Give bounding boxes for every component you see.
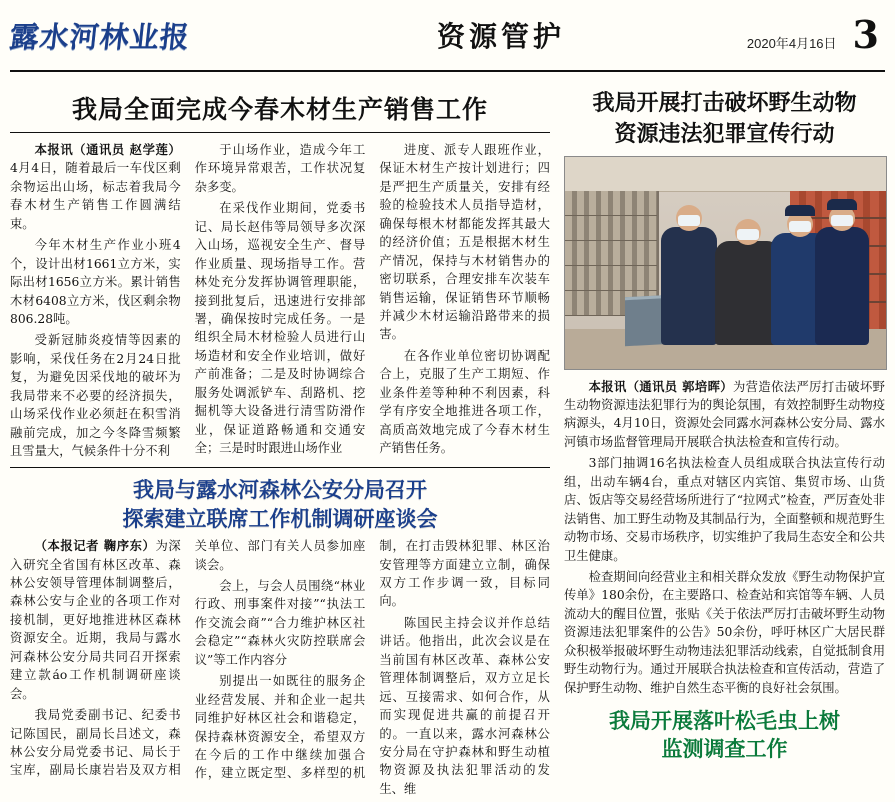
masthead	[10, 0, 885, 72]
article-green-headline-line2: 监测调查工作	[661, 736, 788, 762]
paragraph: 在采伐作业期间，党委书记、局长赵伟等局领导多次深入山场，巡视安全生产、督导作业质量、现场指导工作。营林处充分发挥协调管理职能，接到批复后，迅速进行安排部署，确保按时完成任务。一是组织全局木材检验人员进行山场造材和安全作业培训，做好产前准备；二是及时协调综合服务处调派铲车、刮路机、挖掘机等大设备进行清雪防滑作业，保证道路畅通和交通安全；三是时时跟进山场作业	[194, 201, 366, 455]
issue-date: 2020年4月16日	[746, 36, 837, 51]
article-main-body	[10, 141, 550, 461]
article-right-byline: 本报讯（通讯员 郭培晖）	[588, 378, 733, 394]
article-blue-headline	[10, 476, 550, 533]
article-main-headline: 我局全面完成今春木材生产销售工作	[71, 95, 488, 124]
paragraph: 本报讯（通讯员 赵学莲）4月4日，随着最后一车伐区剩余物运出山场，标志着我局今春木材生产销售工作圆满结束。	[10, 142, 181, 231]
paragraph: 我局党委副书记、纪委书记陈国民，副局长吕述文，森林公安分局党委书记、局长于宝库，副局长康岩岩及双方相关单位、部门有关人员参加座谈会。	[10, 539, 366, 778]
article-photo	[564, 156, 887, 370]
paragraph: 于山场作业，造成今年工作环境异常艰苦，工作状况复杂多变。	[194, 143, 366, 194]
paragraph: 陈国民主持会议并作总结讲话。他指出，此次会议是在当前国有林区改革、森林公安管理体制调整后，双方立足长远、互接需求、如何合作，从而实现促进共赢的前提召开的。一直以来，露水河森林公安分局在守护森林和野生动植物资源及执法犯罪活动的发生、维	[379, 615, 550, 796]
article-right-headline-line2: 资源违法犯罪宣传行动	[614, 120, 835, 147]
left-column	[10, 80, 550, 798]
right-column	[564, 80, 885, 798]
article-green-headline	[564, 707, 885, 764]
photo-shelf-left	[565, 191, 659, 311]
article-green-headline-line1: 我局开展落叶松毛虫上树	[609, 708, 840, 734]
page-content	[10, 72, 885, 798]
paragraph: 受新冠肺炎疫情等因素的影响，采伐任务在2月24日批复，为避免因采伐地的破坏为我局带来不必要的经济损失，山场采伐作业必须赶在积雪消融前完成，加之今冬降雪频繁且雪量大，气候条件十分不利	[10, 333, 181, 458]
article-blue-body	[10, 537, 550, 798]
paragraph: 3部门抽调16名执法检查人员组成联合执法宣传行动组，出动车辆4台，重点对辖区内宾馆、集贸市场、山货店、饭店等交易经营场所进行了“拉网式”检查，严厉查处非法销售、加工野生动物及其制品行为，全面整顿和规范野生动物市场、交易市场秩序，切实维护了我局生态安全和公共卫生健康。	[564, 456, 885, 563]
photo-ceiling	[565, 157, 886, 192]
paragraph: （本报记者 鞠序东）为深入研究全省国有林区改革、森林公安领导管理体制调整后，森林公安与企业的各项工作对接机制，更好地推进林区森林资源安全。近期，我局与露水河森林公安分局共同召开探索建立款áo工作机制调研座谈会。	[10, 538, 181, 701]
article-blue-headline-line2: 探索建立联席工作机制调研座谈会	[122, 505, 438, 531]
divider-rule	[10, 467, 550, 468]
article-right-headline	[564, 88, 885, 150]
page-number: 3	[852, 12, 879, 57]
paragraph: 在各作业单位密切协调配合上，克服了生产工期短、作业条件差等种种不利因素，科学有序安全地推进各项工作，高质高效地完成了今春木材生产销售任务。	[379, 348, 550, 455]
section-title: 资源管护	[436, 20, 565, 53]
article-main-byline: 本报讯（通讯员 赵学莲）	[34, 142, 181, 157]
paragraph: 检查期间向经营业主和相关群众发放《野生动物保护宣传单》180余份，在主要路口、检查站和宾馆等车辆、人员流动大的醒目位置，张贴《关于依法严厉打击破坏野生动物资源违法犯罪案件的公告》50余份，呼吁林区广大居民群众积极举报破坏野生动物违法犯罪活动线索，自觉抵制食用野生动物行为。通过开展联合执法检查和宣传活动，营造了保护野生动物、维护自然生态平衡的良好社会氛围。	[564, 569, 885, 695]
article-blue-byline: （本报记者 鞠序东）	[34, 538, 156, 554]
article-blue-headline-line1: 我局与露水河森林公安分局召开	[133, 477, 427, 503]
photo-person-1	[661, 227, 717, 345]
article-right-headline-line1: 我局开展打击破坏野生动物	[592, 90, 857, 116]
divider-rule	[10, 132, 550, 133]
paragraph: 会上，与会人员围绕“林业行政、刑事案件对接”“执法工作交流会商”“合力维护林区社会稳定”“森林火灾防控联席会议”等工作内容分	[194, 579, 366, 667]
masthead-meta	[746, 12, 885, 57]
paragraph: 今年木材生产作业小班4个，设计出材1661立方米，实际出材1656立方米。累计销售木材6408立方米，伐区剩余物806.28吨。	[10, 238, 181, 326]
paragraph: 别提出一如既往的服务企业经营发展、并和企业一起共同维护好林区社会和谐稳定，保持森林资源安全，希望双方在今后的工作中继续加强合作，建立既定型、多样型的机制，在打击毁林犯罪、林区治安管理等方面建立立制，确保双方工作步调一致，目标同向。	[194, 539, 550, 781]
paragraph: 本报讯（通讯员 郭培晖）为营造依法严厉打击破坏野生动物资源违法犯罪行为的舆论氛围，有效控制野生动物疫病源头，4月10日，资源处会同露水河森林公安分局、露水河镇市场监督管理局开展联合执法检查和宣传行动。	[564, 378, 885, 449]
paragraph: 进度、派专人跟班作业，保证木材生产按计划进行；四是严把生产质量关，安排有经验的检验技术人员指导造材，确保每根木材都能发挥其最大的经济价值；五是根据木材生产情况，保持与木材销售办的密切联系，合理安排车次装车销售运输，保证销售环节顺畅并减少木材运输沿路带来的损害。	[379, 143, 550, 342]
page-footer-space	[10, 798, 885, 802]
newspaper-logo: 露水河林业报	[8, 19, 192, 54]
photo-person-4	[815, 227, 869, 345]
article-right-body	[564, 378, 885, 697]
